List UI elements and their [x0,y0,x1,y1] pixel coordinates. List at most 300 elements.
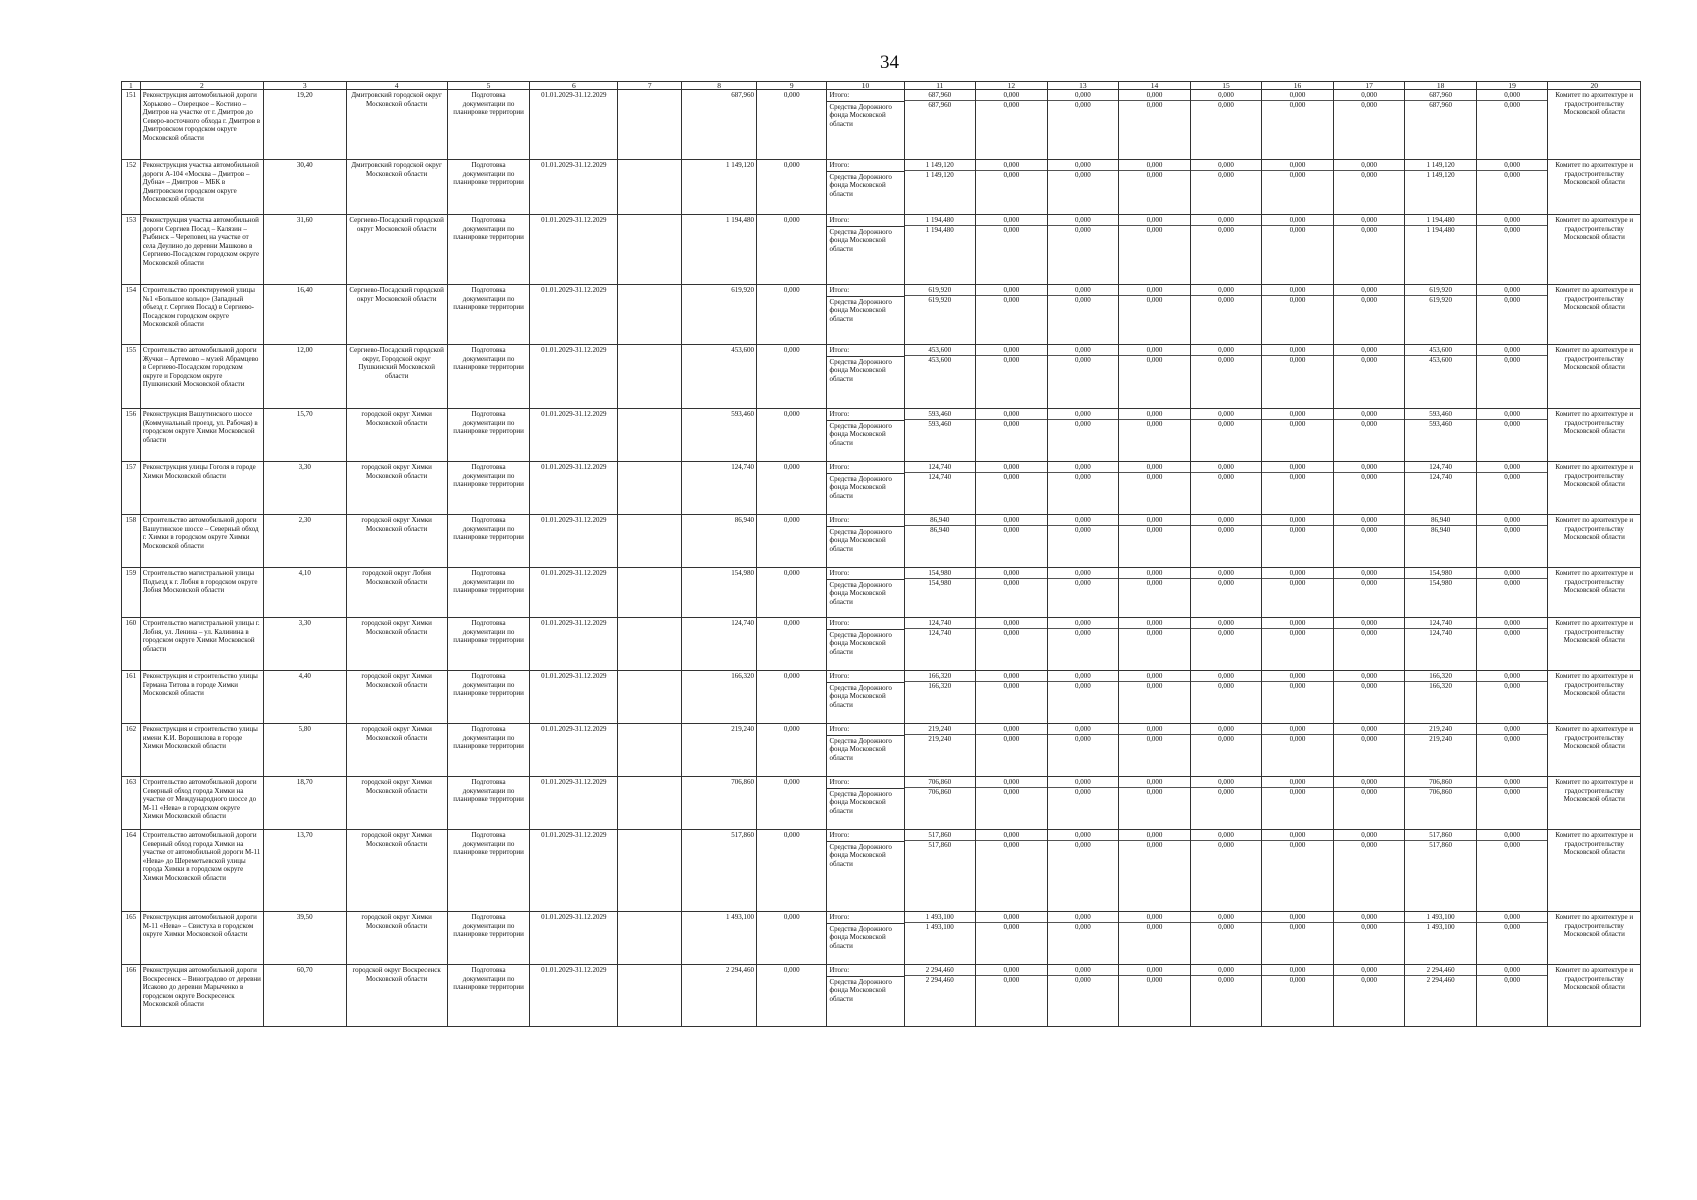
amount-total: 0,000 [1262,216,1333,226]
amount-col-17 [1333,912,1405,965]
amount-total: 0,000 [1334,619,1405,629]
amount-fund: 0,000 [1218,787,1234,796]
work-stage: Подготовка документации по планировке территории [447,568,530,618]
period: 01.01.2029-31.12.2029 [530,409,618,462]
column-number: 17 [1333,82,1405,90]
amount-fund: 0,000 [1361,578,1377,587]
amount-total: 1 149,120 [905,161,976,171]
fund-label: Средства Дорожного фонда Московской области [829,977,892,1003]
amount-total: 1 493,100 [905,913,976,923]
amount-fund: 0,000 [1289,419,1306,428]
amount-total: 0,000 [1191,966,1262,976]
amount-fund: 0,000 [1361,100,1377,109]
amount-total: 124,740 [905,619,976,629]
work-stage: Подготовка документации по планировке территории [447,724,530,777]
amount-total: 0,000 [1477,913,1548,923]
period: 01.01.2029-31.12.2029 [530,462,618,515]
table-row [122,285,1641,345]
municipality: городской округ Химки Московской области [346,618,447,671]
total-label: Итого: [827,285,903,297]
amount-fund: 0,000 [1075,295,1091,304]
table-row [122,671,1641,724]
amount-total: 0,000 [1334,286,1405,296]
amount-col-12 [976,671,1048,724]
amount-col-11 [904,671,976,724]
amount-col-19 [1476,462,1548,515]
amount-col-18 [1405,912,1477,965]
length-km: 18,70 [263,777,346,830]
empty-cell [618,830,682,912]
table-row [122,618,1641,671]
length-km: 30,40 [263,160,346,215]
amount-total: 0,000 [1191,410,1262,420]
table-row [122,160,1641,215]
object-name: Реконструкция и строительство улицы Германа Титова в городе Химки Московской области [140,671,263,724]
amount-total: 0,000 [1048,216,1119,226]
amount-col-11 [904,409,976,462]
amount-fund: 0,000 [1289,100,1306,109]
amount-col-12 [976,285,1048,345]
amount-col-19 [1476,830,1548,912]
amount-fund: 0,000 [1504,578,1521,587]
period: 01.01.2029-31.12.2029 [530,830,618,912]
amount-fund: 517,860 [1429,840,1452,849]
amount-col-18 [1405,618,1477,671]
municipality: городской округ Химки Московской области [346,912,447,965]
amount-fund: 0,000 [1075,525,1091,534]
amount-col-18 [1405,345,1477,409]
amount-col-18 [1405,568,1477,618]
amount-total: 0,000 [976,569,1047,579]
amount-col-17 [1333,671,1405,724]
amount-total: 0,000 [1262,831,1333,841]
amount-total: 0,000 [1191,831,1262,841]
amount-col-14 [1119,724,1191,777]
amount-fund: 0,000 [1218,355,1234,364]
municipality: городской округ Воскресенск Московской области [346,965,447,1027]
length-km: 12,00 [263,345,346,409]
row-number: 154 [122,285,141,345]
amount-total: 0,000 [1191,725,1262,735]
amount-total: 0,000 [1048,725,1119,735]
amount-total: 0,000 [1119,463,1190,473]
amount-total: 0,000 [1262,410,1333,420]
responsible-executor: Комитет по архитектуре и градостроительству Московской области [1548,409,1641,462]
amount-total: 0,000 [976,161,1047,171]
amount-col-19 [1476,965,1548,1027]
amount-total: 0,000 [1334,569,1405,579]
amount-col-18 [1405,830,1477,912]
amount-fund: 619,920 [928,295,952,304]
page-number: 34 [880,52,899,73]
fund-label: Средства Дорожного фонда Московской области [829,683,892,709]
amount-fund: 0,000 [1003,840,1020,849]
amount-col-11 [904,160,976,215]
amount-fund: 0,000 [1361,787,1377,796]
amount-total: 0,000 [1119,516,1190,526]
amount-fund: 0,000 [1146,975,1163,984]
work-stage: Подготовка документации по планировке территории [447,777,530,830]
amount-col-15 [1190,345,1262,409]
fund-label: Средства Дорожного фонда Московской области [829,474,892,500]
amount-col-13 [1047,515,1119,568]
amount-total: 0,000 [1477,831,1548,841]
total-cost: 619,920 [682,285,757,345]
amount-col-12 [976,965,1048,1027]
amount-col-14 [1119,462,1191,515]
amount-col-16 [1262,777,1334,830]
amount-col-12 [976,409,1048,462]
amount-col-11 [904,345,976,409]
amount-fund: 1 493,100 [1426,922,1455,931]
amount-total: 0,000 [1119,569,1190,579]
amount-fund: 0,000 [1504,355,1521,364]
amount-total: 219,240 [905,725,976,735]
amount-col-17 [1333,462,1405,515]
amount-total: 0,000 [976,966,1047,976]
amount-col-12 [976,215,1048,285]
amount-col-14 [1119,285,1191,345]
amount-fund: 124,740 [1429,472,1452,481]
length-km: 3,30 [263,618,346,671]
amount-col-13 [1047,160,1119,215]
total-cost: 453,600 [682,345,757,409]
amount-total: 0,000 [976,463,1047,473]
period: 01.01.2029-31.12.2029 [530,777,618,830]
amount-fund: 0,000 [1218,525,1234,534]
row-number: 157 [122,462,141,515]
amount-col-16 [1262,285,1334,345]
amount-fund: 0,000 [1003,355,1020,364]
amount-col-16 [1262,215,1334,285]
amount-fund: 0,000 [1146,355,1163,364]
amount-col-18 [1405,409,1477,462]
empty-cell [618,777,682,830]
total-label: Итого: [827,965,903,977]
amount-total: 0,000 [1191,463,1262,473]
amount-fund: 0,000 [1003,578,1020,587]
amount-col-16 [1262,618,1334,671]
amount-col-19 [1476,912,1548,965]
funding-source [827,912,904,965]
amount-col-19 [1476,515,1548,568]
amount-col-13 [1047,965,1119,1027]
object-name: Реконструкция улицы Гоголя в городе Химки Московской области [140,462,263,515]
amount-fund: 0,000 [1361,170,1377,179]
amount-total: 0,000 [1048,966,1119,976]
amount-fund: 0,000 [1075,922,1091,931]
fund-label: Средства Дорожного фонда Московской области [829,789,892,815]
amount-fund: 0,000 [1003,628,1020,637]
amount-fund: 124,740 [928,628,952,637]
amount-col-14 [1119,568,1191,618]
amount-total: 593,460 [905,410,976,420]
amount-total: 154,980 [1405,569,1476,579]
responsible-executor: Комитет по архитектуре и градостроительству Московской области [1548,724,1641,777]
financed-cost: 0,000 [757,515,827,568]
amount-fund: 124,740 [928,472,952,481]
amount-fund: 593,460 [1429,419,1452,428]
amount-col-13 [1047,912,1119,965]
row-number: 165 [122,912,141,965]
period: 01.01.2029-31.12.2029 [530,345,618,409]
amount-fund: 0,000 [1289,525,1306,534]
amount-fund: 0,000 [1504,419,1521,428]
period: 01.01.2029-31.12.2029 [530,965,618,1027]
amount-total: 453,600 [1405,346,1476,356]
amount-col-14 [1119,409,1191,462]
responsible-executor: Комитет по архитектуре и градостроительству Московской области [1548,830,1641,912]
fund-label: Средства Дорожного фонда Московской области [829,736,892,762]
amount-fund: 0,000 [1003,419,1020,428]
amount-total: 0,000 [1262,725,1333,735]
row-number: 162 [122,724,141,777]
column-number: 5 [447,82,530,90]
amount-col-16 [1262,90,1334,160]
amount-total: 0,000 [1477,569,1548,579]
amount-total: 0,000 [1334,91,1405,101]
financed-cost: 0,000 [757,285,827,345]
amount-fund: 0,000 [1289,295,1306,304]
amount-fund: 0,000 [1289,975,1306,984]
amount-fund: 0,000 [1289,225,1306,234]
amount-total: 1 194,480 [1405,216,1476,226]
responsible-executor: Комитет по архитектуре и градостроительству Московской области [1548,777,1641,830]
amount-col-14 [1119,160,1191,215]
responsible-executor: Комитет по архитектуре и градостроительству Московской области [1548,912,1641,965]
amount-total: 1 149,120 [1405,161,1476,171]
period: 01.01.2029-31.12.2029 [530,285,618,345]
row-number: 155 [122,345,141,409]
amount-fund: 0,000 [1289,472,1306,481]
amount-total: 0,000 [1119,672,1190,682]
amount-col-13 [1047,409,1119,462]
funding-source [827,215,904,285]
table-row [122,215,1641,285]
amount-total: 86,940 [905,516,976,526]
amount-fund: 0,000 [1289,628,1306,637]
total-cost: 687,960 [682,90,757,160]
amount-fund: 86,940 [1431,525,1451,534]
amount-col-12 [976,90,1048,160]
amount-total: 0,000 [1262,516,1333,526]
empty-cell [618,724,682,777]
amount-fund: 154,980 [1429,578,1452,587]
period: 01.01.2029-31.12.2029 [530,90,618,160]
length-km: 16,40 [263,285,346,345]
amount-fund: 593,460 [928,419,952,428]
amount-total: 0,000 [1262,569,1333,579]
amount-col-11 [904,568,976,618]
row-number: 153 [122,215,141,285]
amount-total: 154,980 [905,569,976,579]
amount-total: 0,000 [1334,410,1405,420]
amount-fund: 0,000 [1218,681,1234,690]
amount-fund: 166,320 [1429,681,1452,690]
amount-col-13 [1047,724,1119,777]
table-row [122,345,1641,409]
total-cost: 2 294,460 [682,965,757,1027]
funding-source [827,830,904,912]
amount-fund: 0,000 [1361,681,1377,690]
amount-fund: 0,000 [1146,100,1163,109]
total-label: Итого: [827,215,903,227]
amount-total: 0,000 [1334,346,1405,356]
funding-source [827,462,904,515]
length-km: 5,80 [263,724,346,777]
amount-col-14 [1119,965,1191,1027]
amount-col-11 [904,830,976,912]
total-label: Итого: [827,724,903,736]
amount-total: 0,000 [976,91,1047,101]
amount-col-18 [1405,777,1477,830]
total-label: Итого: [827,671,903,683]
amount-fund: 0,000 [1361,419,1377,428]
empty-cell [618,90,682,160]
fund-label: Средства Дорожного фонда Московской области [829,842,892,868]
object-name: Реконструкция Вашутинского шоссе (Коммунальный проезд, ул. Рабочая) в городском округе Химки Московской области [140,409,263,462]
total-cost: 706,860 [682,777,757,830]
amount-fund: 0,000 [1289,681,1306,690]
amount-total: 0,000 [1191,346,1262,356]
program-table [121,81,1641,1027]
amount-fund: 0,000 [1075,628,1091,637]
amount-col-18 [1405,90,1477,160]
amount-col-14 [1119,515,1191,568]
municipality: городской округ Химки Московской области [346,671,447,724]
amount-total: 0,000 [1048,161,1119,171]
amount-total: 0,000 [1262,463,1333,473]
amount-col-18 [1405,285,1477,345]
length-km: 13,70 [263,830,346,912]
amount-total: 0,000 [1262,161,1333,171]
amount-fund: 154,980 [928,578,952,587]
amount-total: 0,000 [1048,463,1119,473]
amount-total: 517,860 [1405,831,1476,841]
municipality: Сергиево-Посадский городской округ Московской области [346,285,447,345]
amount-total: 0,000 [1048,619,1119,629]
amount-total: 0,000 [1334,778,1405,788]
amount-col-19 [1476,618,1548,671]
amount-fund: 0,000 [1504,628,1521,637]
amount-col-17 [1333,830,1405,912]
amount-col-11 [904,724,976,777]
amount-total: 0,000 [1119,216,1190,226]
amount-col-13 [1047,777,1119,830]
funding-source [827,345,904,409]
amount-fund: 0,000 [1003,472,1020,481]
total-label: Итого: [827,515,903,527]
amount-col-12 [976,724,1048,777]
amount-fund: 0,000 [1075,100,1091,109]
total-label: Итого: [827,618,903,630]
amount-col-15 [1190,912,1262,965]
amount-fund: 0,000 [1146,787,1163,796]
object-name: Строительство проектируемой улицы №1 «Большое кольцо» (Западный объезд г. Сергиев Посад) в Сергиево-Посадском городском округе Московской области [140,285,263,345]
column-number: 13 [1047,82,1119,90]
amount-col-15 [1190,462,1262,515]
amount-col-17 [1333,345,1405,409]
amount-col-17 [1333,618,1405,671]
amount-total: 0,000 [1262,286,1333,296]
amount-col-15 [1190,965,1262,1027]
fund-label: Средства Дорожного фонда Московской области [829,357,892,383]
table-row [122,912,1641,965]
amount-fund: 0,000 [1003,225,1020,234]
amount-fund: 0,000 [1003,681,1020,690]
total-label: Итого: [827,160,903,172]
amount-total: 124,740 [1405,619,1476,629]
responsible-executor: Комитет по архитектуре и градостроительству Московской области [1548,671,1641,724]
amount-fund: 0,000 [1218,100,1234,109]
fund-label: Средства Дорожного фонда Московской области [829,421,892,447]
fund-label: Средства Дорожного фонда Московской области [829,630,892,656]
amount-fund: 1 149,120 [925,170,954,179]
amount-fund: 0,000 [1218,295,1234,304]
amount-fund: 1 194,480 [925,225,954,234]
responsible-executor: Комитет по архитектуре и градостроительству Московской области [1548,215,1641,285]
column-number: 9 [757,82,827,90]
financed-cost: 0,000 [757,671,827,724]
fund-label: Средства Дорожного фонда Московской области [829,227,892,253]
empty-cell [618,912,682,965]
financed-cost: 0,000 [757,830,827,912]
table-row [122,515,1641,568]
amount-total: 0,000 [976,778,1047,788]
amount-total: 0,000 [1477,672,1548,682]
amount-fund: 0,000 [1075,225,1091,234]
amount-fund: 0,000 [1146,840,1163,849]
amount-fund: 0,000 [1075,419,1091,428]
amount-col-14 [1119,90,1191,160]
column-number: 18 [1405,82,1477,90]
amount-total: 0,000 [1191,672,1262,682]
amount-total: 0,000 [1191,619,1262,629]
row-number: 151 [122,90,141,160]
amount-fund: 0,000 [1361,525,1377,534]
amount-fund: 0,000 [1003,975,1020,984]
financed-cost: 0,000 [757,345,827,409]
amount-fund: 0,000 [1289,355,1306,364]
municipality: городской округ Химки Московской области [346,462,447,515]
amount-total: 0,000 [1334,161,1405,171]
funding-source [827,965,904,1027]
amount-total: 687,960 [905,91,976,101]
amount-fund: 453,600 [1429,355,1452,364]
amount-col-14 [1119,830,1191,912]
financed-cost: 0,000 [757,777,827,830]
amount-col-13 [1047,568,1119,618]
amount-fund: 0,000 [1504,525,1521,534]
amount-fund: 0,000 [1146,419,1163,428]
amount-col-11 [904,618,976,671]
municipality: городской округ Химки Московской области [346,409,447,462]
amount-total: 0,000 [1262,91,1333,101]
amount-col-15 [1190,285,1262,345]
amount-fund: 619,920 [1429,295,1452,304]
amount-total: 619,920 [905,286,976,296]
total-label: Итого: [827,345,903,357]
length-km: 4,10 [263,568,346,618]
row-number: 166 [122,965,141,1027]
amount-total: 0,000 [1334,966,1405,976]
amount-fund: 0,000 [1146,734,1163,743]
amount-fund: 0,000 [1218,734,1234,743]
responsible-executor: Комитет по архитектуре и градостроительству Московской области [1548,285,1641,345]
fund-label: Средства Дорожного фонда Московской области [829,297,892,323]
amount-total: 0,000 [976,286,1047,296]
amount-col-15 [1190,90,1262,160]
